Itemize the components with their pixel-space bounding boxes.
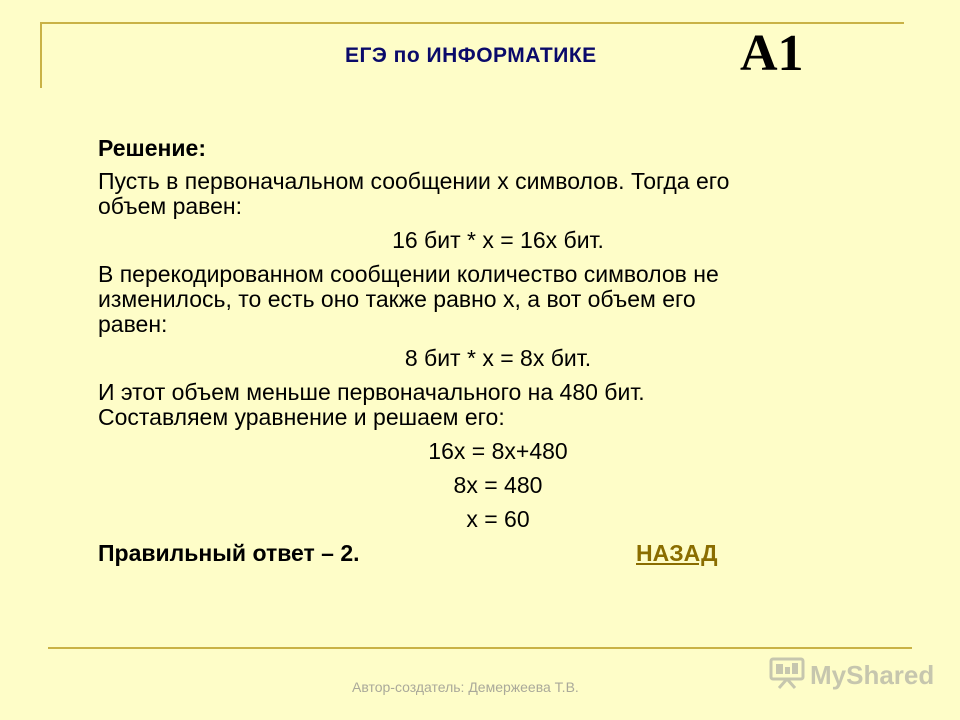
paragraph-line: Составляем уравнение и решаем его:	[98, 404, 505, 430]
paragraph-line: И этот объем меньше первоначального на 480 бит.	[98, 379, 645, 405]
paragraph-line: изменилось, то есть оно также равно x, а вот объем его	[98, 286, 696, 312]
paragraph-line: Пусть в первоначальном сообщении x символов. Тогда его	[98, 168, 730, 194]
header-title: ЕГЭ по ИНФОРМАТИКЕ	[345, 44, 597, 67]
equation-2: 8 бит * x = 8x бит.	[404, 345, 592, 371]
paragraph-3	[98, 380, 898, 430]
paragraph-2	[98, 262, 898, 337]
presentation-board-icon	[768, 656, 806, 695]
bottom-border-line	[48, 647, 912, 649]
paragraph-line: объем равен:	[98, 193, 242, 219]
answer-row	[98, 541, 898, 567]
answer-text: Правильный ответ – 2.	[98, 540, 360, 566]
equation-3: 16x = 8x+480	[428, 438, 568, 464]
equation-1: 16 бит * x = 16x бит.	[392, 227, 604, 253]
top-border-line	[40, 22, 904, 24]
paragraph-1	[98, 169, 898, 219]
author-credit: Автор-создатель: Демержеева Т.В.	[352, 679, 579, 695]
left-border-line	[40, 22, 42, 88]
watermark-text: MyShared	[810, 660, 935, 690]
back-link[interactable]: НАЗАД	[636, 540, 718, 566]
equation-4: 8x = 480	[453, 472, 543, 498]
solution-heading: Решение:	[98, 135, 207, 161]
watermark	[768, 656, 934, 695]
paragraph-line: равен:	[98, 311, 168, 337]
slide-number: А1	[740, 25, 804, 82]
equation-5: x = 60	[466, 506, 530, 532]
paragraph-line: В перекодированном сообщении количество символов не	[98, 261, 719, 287]
solution-content	[98, 136, 898, 567]
